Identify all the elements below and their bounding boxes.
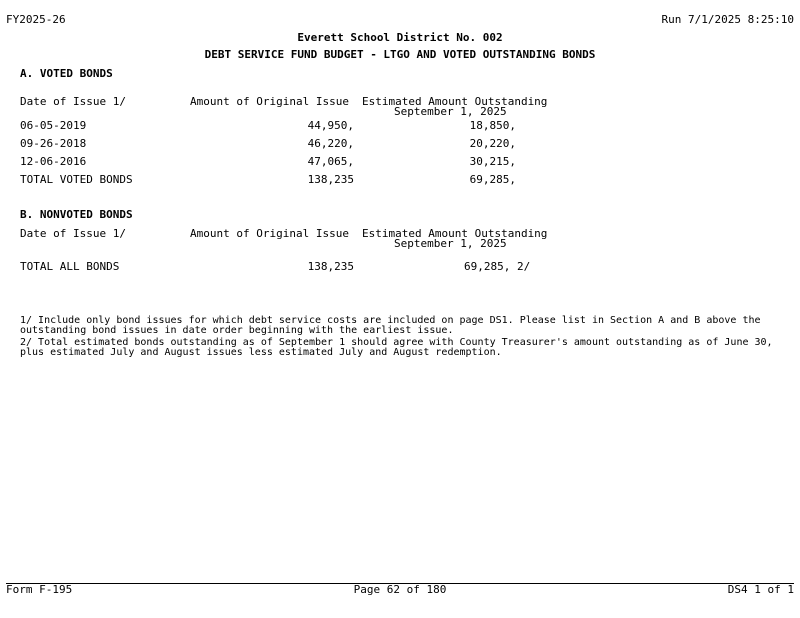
section-a-col-date: Date of Issue 1/ xyxy=(20,95,126,108)
form-code: DS4 1 of 1 xyxy=(727,583,794,596)
total-estimated: 69,285, xyxy=(469,173,516,186)
report-title: DEBT SERVICE FUND BUDGET - LTGO AND VOTED OUTSTANDING BONDS xyxy=(204,48,596,61)
section-a-col-estimated: Estimated Amount Outstanding xyxy=(362,95,548,108)
total-label: TOTAL VOTED BONDS xyxy=(20,173,133,186)
row-amount: 44,950, xyxy=(307,119,354,132)
run-stamp: Run 7/1/2025 8:25:10 xyxy=(661,13,794,26)
section-b-col-date: Date of Issue 1/ xyxy=(20,227,126,240)
row-estimated: 30,215, xyxy=(469,155,516,168)
section-a-col-estimated-sub: September 1, 2025 xyxy=(394,105,507,118)
row-estimated: 18,850, xyxy=(469,119,516,132)
row-amount: 46,220, xyxy=(307,137,354,150)
page-number: Page 62 of 180 xyxy=(353,583,447,596)
district-name: Everett School District No. 002 xyxy=(297,31,503,44)
row-amount: 47,065, xyxy=(307,155,354,168)
row-estimated: 20,220, xyxy=(469,137,516,150)
section-b-col-estimated: Estimated Amount Outstanding xyxy=(362,227,548,240)
total-amount: 138,235 xyxy=(307,260,354,273)
section-a-title: A. VOTED BONDS xyxy=(20,67,113,80)
section-b-title: B. NONVOTED BONDS xyxy=(20,208,133,221)
total-amount: 138,235 xyxy=(307,173,354,186)
section-b-col-estimated-sub: September 1, 2025 xyxy=(394,237,507,250)
row-date: 09-26-2018 xyxy=(20,137,87,150)
total-label: TOTAL ALL BONDS xyxy=(20,260,120,273)
section-b-col-amount: Amount of Original Issue xyxy=(190,227,349,240)
row-date: 12-06-2016 xyxy=(20,155,87,168)
footnote-2: 2/ Total estimated bonds outstanding as of September 1 should agree with County Treasurer's amount outstanding as of June 30, plus estimated July and August issues less estimated July and August redemption. xyxy=(20,337,773,358)
form-number: Form F-195 xyxy=(6,583,73,596)
fiscal-year: FY2025-26 xyxy=(6,13,66,26)
section-a-col-amount: Amount of Original Issue xyxy=(190,95,349,108)
footnote-1: 1/ Include only bond issues for which debt service costs are included on page DS1. Please list in Section A and B above the outstanding bond issues in date order beginning with the earliest issue. xyxy=(20,315,761,336)
row-date: 06-05-2019 xyxy=(20,119,87,132)
total-estimated: 69,285, 2/ xyxy=(464,260,531,273)
